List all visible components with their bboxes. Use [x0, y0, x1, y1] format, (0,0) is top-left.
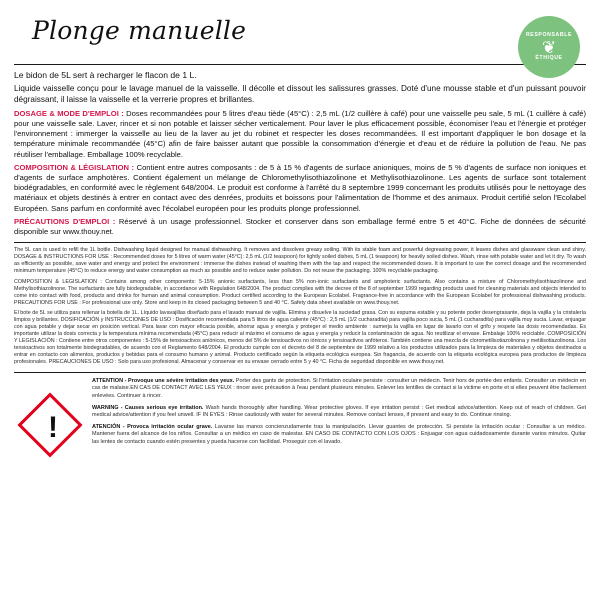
- french-section: [14, 70, 586, 237]
- french-precautions-paragraph: [14, 217, 586, 237]
- warning-fr-body: Porter des gants de protection. Si l'irritation oculaire persiste : consulter un médecin. Tenir hors de portée des enfants. Consulter un médecin en cas de malaise.EN CAS DE CONTACT AVEC LES YEUX : rincer avec précaution à l'eau pendant plusieurs minutes. Enlever les lentilles de contact si la victime en porte et si elles peuvent être facilement enlevées. Continuer à rincer.: [92, 378, 586, 399]
- french-dosage-paragraph: [14, 109, 586, 160]
- section-divider: [14, 242, 586, 243]
- hazard-warning-text: [92, 378, 586, 446]
- leaf-icon: ❦: [541, 37, 557, 57]
- hazard-warning-section: [14, 372, 586, 474]
- exclamation-mark-icon: !: [48, 411, 58, 445]
- warning-es: [92, 424, 586, 446]
- badge-bottom-label: ÉTHIQUE: [535, 54, 563, 61]
- spanish-paragraph: El bote de 5L se utiliza para rellenar la botella de 1L. Líquido lavavajillas diseñado para el lavado manual de vajilla. Elimina y disuelve la suciedad grasa. Con su espuma estable y su potente poder desengrasante, deja la vajilla y la cristalería limpios y brillantes. DOSIFICACIÓN y INSTRUCCIONES DE USO : Dosificación recomendada para 5 litros de agua caliente (45°C) : 2,5 mL (1/2 cucharadita) para vajilla poco sucia, 5 mL (1 cucharadita) para vajilla muy sucia. Lavar, enjuagar con agua potable y dejar secar en posición vertical. Para lavar con mayor eficacia posible, ahorrar agua y energía y proteger el medio ambiente : sumerja la vajilla en lugar de lavarlo con el grifo y respete las dosis recomendadas. Es importante utilizar la dosis correcta y la temperatura mínima recomendada (45°C) para reducir al máximo el consumo de agua y energía y reducir la contaminación de agua. No reutilizar el envase. Embalaje 100% reciclable. COMPOSICIÓN Y LEGISLACIÓN : Contiene entre otros componentes : 5-15% de tensioactivos aniónicos, menos del 5% de tensioactivos no iónicos y tensioactivos anfóteros. También contiene una mezcla de clorometilisotiazolinona y metilisotiazolinona. Los tensioactivos son totalmente biodegradables, de acuerdo con el Reglamento 648/2004. El producto cumple con el decreto del 8 de septiembre de 1999 relativo a los productos utilizados para la limpieza de materiales y objetos destinados a entrar en contacto con alimentos, productos y bebidas para el consumo humano y animal. Producto certificado según la etiqueta ecológica europea. Sin fragancia, de acuerdo con la etiqueta ecológica europea para productos de limpieza profesionales. PRECAUCIONES DE USO : Solo para uso profesional. Almacenar y conservar en su envase cerrado entre 5 y 40 °C. Ficha de seguridad disponible en www.thouy.net.: [14, 310, 586, 366]
- french-composition-text: Contient entre autres composants : de 5 à 15 % d'agents de surface anioniques, moins de 5 % d'agents de surface non ioniques et d'agents de surface amphotères. Contient également un mélange de Chloromethylisothiazolinone et Methylisothiazolinone. Les agents de surface sont totalement biodégradables, en conformité avec le règlement 648/2004. Le produit est conforme à l'arrêté du 8 septembre 1999 concernant les produits utilisés pour le nettoyage des matériaux et objets destinés à entrer en contact avec des denrées, produits et boissons pour l'alimentation de l'homme et des animaux. Produit certifié selon l'Ecolabel Européen. Sans parfum en conformité avec l'écolabel européen pour les produits plonge professionnel.: [14, 162, 586, 213]
- warning-en: [92, 405, 586, 419]
- label-body: [14, 64, 586, 474]
- responsable-ethique-badge: [518, 16, 580, 78]
- english-paragraph-1: The 5L can is used to refill the 1L bottle. Dishwashing liquid designed for manual dishwashing. It removes and dissolves greasy soiling. With its stable foam and powerful degreasing power, it leaves dishes and glassware clean and shiny. DOSAGE & INSTRUCTIONS FOR USE : Recommended doses for 5 litres of warm water (45°C): 2,5 mL (1/2 teaspoon) for lightly soiled dishes, 5 mL (1 teaspoon) for heavily soiled dishes. Wash, rinse with potable water and let it dry. To wash as efficiently as possible, save water and energy and protect the environment : immerse the dishes instead of washing them with the tap and respect the recommended doses. It is important to use the correct dosage and the recommended minimum temperature (45°C) to reduce energy and water consumption as much as possible and to reduce water pollution. Do not reuse the packaging. 100% recyclable packaging.: [14, 247, 586, 275]
- warning-es-head: ATENCIÓN - Provoca irritación ocular grave.: [92, 424, 213, 431]
- french-composition-paragraph: [14, 163, 586, 214]
- page-title: Plonge manuelle: [32, 16, 247, 45]
- warning-en-head: WARNING - Causes serious eye irritation.: [92, 404, 204, 411]
- french-dosage-text: Doses recommandées pour 5 litres d'eau tiède (45°C) : 2,5 mL (1/2 cuillère à café) pour une vaisselle peu sale, 5 mL (1 cuillère à café) pour une vaisselle sale. Laver, rincer et si non potable et laisser sécher verticalement. Pour laver le plus efficacement possible, économiser l'eau et l'énergie et protéger l'environnement : immerger la vaisselle au lieu de la laver au jet du robinet et respecter les doses recommandées. Il est important d'appliquer le bon dosage et la température minimale recommandée (45°C) afin de faire baisser autant que possible la consommation d'énergie et d'eau et de réduire la pollution de l'eau. Ne pas réutiliser l'emballage. Emballage 100% recyclable.: [14, 108, 586, 159]
- corrosion-exclamation-hazard-icon: [20, 395, 86, 461]
- label-header: [14, 16, 586, 62]
- warning-en-body: Wash hands thoroughly after handling. Wear protective gloves. If eye irritation persist : Get medical advice/attention. Keep out of reach of children. Get medical advice/attention if you feel unwell. IF IN EYES : Rinse cautiously with water for several minutes. Remove contact lenses, if present and easy to do. Continue rinsing.: [92, 404, 586, 419]
- french-dosage-label: DOSAGE & MODE D'EMPLOI :: [14, 108, 124, 118]
- warning-fr-head: ATTENTION - Provoque une sévère irritation des yeux.: [92, 378, 235, 385]
- french-lead-1: Le bidon de 5L sert à recharger le flacon de 1 L.: [14, 70, 197, 80]
- warning-fr: [92, 378, 586, 400]
- french-lead-2: Liquide vaisselle conçu pour le lavage manuel de la vaisselle. Il décolle et dissout les salissures grasses. Doté d'une mousse stable et d'un puissant pouvoir dégraissant, il laisse la vaisselle et la verrerie propres et brillantes.: [14, 83, 586, 105]
- french-precautions-text: Réservé à un usage professionnel. Stocker et conserver dans son emballage fermé entre 5 et 40°C. Fiche de données de sécurité disponible sur www.thouy.net.: [14, 216, 586, 237]
- badge-top-label: RESPONSABLE: [525, 32, 573, 39]
- english-paragraph-2: COMPOSITION & LEGISLATION : Contains among other components: 5-15% anionic surfactants, less than 5% non-ionic surfactants and amphoteric surfactants. Also contains a mixture of Chloromethylisothiazolinone and Methylisothiazolinone. The surfactants are fully biodegradable, in accordance with Regulation 648/2004. The product complies with the decree of the 8 of september 1999 regarding products used for cleaning materials and objects intended to come into contact with food, products and drinks for human and animal consumption. Product certified according to the European Ecolabel. Fragrance-free in accordance with the European Ecolabel for professional dishwashing products. PRECAUTIONS FOR USE : For professional use only. Store and keep in its closed packaging between 5 and 40 °C. Safety data sheet available on www.thouy.net.: [14, 278, 586, 306]
- multilanguage-section: [14, 247, 586, 366]
- french-precautions-label: PRÉCAUTIONS D'EMPLOI :: [14, 216, 116, 226]
- warning-es-body: Lavarse las manos concienzudamente tras la manipulación. Llevar guantes de protección. Si persiste la irritación ocular : Consultar a un médico. Mantener fuera del alcance de los niños. Consultar a un médico en caso de malestar. EN CASO DE CONTACTO CON LOS OJOS : Enjuagar con agua cuidadosamente durante varios minutos. Quitar las lentes de contacto cuando estén presentes y pueda hacerse con facilidad. Proseguir con el lavado.: [92, 424, 586, 445]
- french-composition-label: COMPOSITION & LÉGISLATION :: [14, 162, 135, 172]
